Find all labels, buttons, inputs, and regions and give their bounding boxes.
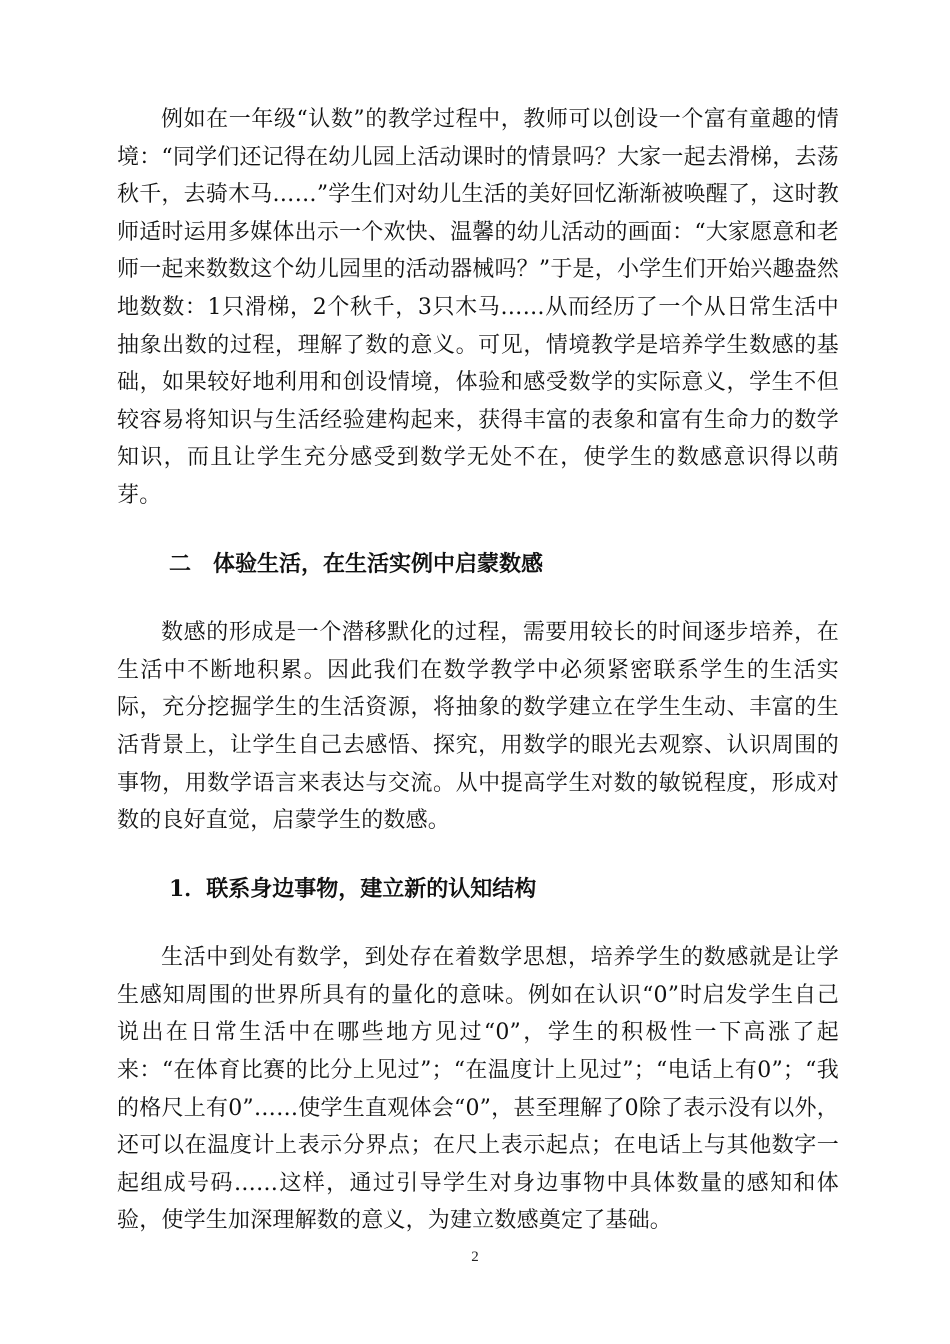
heading-spacer [117, 583, 839, 614]
document-body [117, 101, 839, 1240]
page-number: 2 [471, 1249, 479, 1265]
heading-spacer [117, 908, 839, 939]
paragraph-situational-teaching: 例如在一年级“认数”的教学过程中，教师可以创设一个富有童趣的情境：“同学们还记得在幼儿园上活动课时的情景吗？大家一起去滑梯，去荡秋千，去骑木马……”学生们对幼儿生活的美好回忆渐渐被唤醒了，这时教师适时运用多媒体出示一个欢快、温馨的幼儿活动的画面：“大家愿意和老师一起来数数这个幼儿园里的活动器械吗？”于是，小学生们开始兴趣盎然地数数：1只滑梯，2个秋千，3只木马……从而经历了一个从日常生活中抽象出数的过程，理解了数的意义。可见，情境教学是培养学生数感的基础，如果较好地利用和创设情境，体验和感受数学的实际意义，学生不但较容易将知识与生活经验建构起来，获得丰富的表象和富有生命力的数学知识，而且让学生充分感受到数学无处不在，使学生的数感意识得以萌芽。 [117, 107, 839, 508]
subsection-heading-connect-surroundings: 1．联系身边事物，建立新的认知结构 [169, 875, 537, 902]
paragraph-spacer [117, 840, 839, 871]
section-heading-experience-life: 二 体验生活，在生活实例中启蒙数感 [169, 550, 544, 577]
paragraph-math-in-life: 生活中到处有数学，到处存在着数学思想，培养学生的数感就是让学生感知周围的世界所具有的量化的意味。例如在认识“0”时启发学生自己说出在日常生活中在哪些地方见过“0”，学生的积极性一下高涨了起来：“在体育比赛的比分上见过”；“在温度计上见过”；“电话上有0”；“我的格尺上有0”……使学生直观体会“0”，甚至理解了0除了表示没有以外，还可以在温度计上表示分界点；在尺上表示起点；在电话上与其他数字一起组成号码……这样，通过引导学生对身边事物中具体数量的感知和体验，使学生加深理解数的意义，为建立数感奠定了基础。 [117, 945, 839, 1234]
paragraph-spacer [117, 515, 839, 546]
paragraph-number-sense-formation: 数感的形成是一个潜移默化的过程，需要用较长的时间逐步培养，在生活中不断地积累。因此我们在数学教学中必须紧密联系学生的生活实际，充分挖掘学生的生活资源，将抽象的数学建立在学生生动、丰富的生活背景上，让学生自己去感悟、探究，用数学的眼光去观察、认识周围的事物，用数学语言来表达与交流。从中提高学生对数的敏锐程度，形成对数的良好直觉，启蒙学生的数感。 [117, 620, 839, 834]
